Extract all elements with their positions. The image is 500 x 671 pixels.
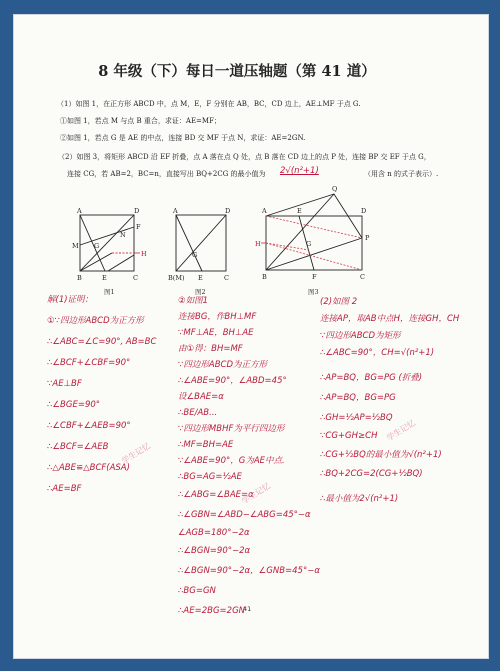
solution-line: ∴BE/AB... bbox=[178, 408, 218, 418]
solution-line: ∴∠BCF+∠CBF=90° bbox=[47, 358, 131, 368]
fig1-label: H bbox=[141, 250, 147, 258]
solution-line: ∴AE=BF bbox=[47, 484, 82, 494]
solution-line: ∵四边形ABCD为正方形 bbox=[178, 360, 268, 370]
fig3-label: A bbox=[262, 207, 267, 215]
solution-line: ∴AP=BQ，BG=PG (折叠) bbox=[320, 373, 423, 383]
solution-line: ∵四边形MBHF为平行四边形 bbox=[178, 424, 285, 434]
fig2-label: E bbox=[198, 274, 203, 282]
solution-line: ∵∠ABE=90°，G为AE中点. bbox=[178, 456, 285, 466]
fig3-label: B bbox=[262, 273, 267, 281]
solution-line: ∴CG+½BQ的最小值为√(n²+1) bbox=[320, 450, 442, 460]
solution-line: 解(1)证明： bbox=[47, 295, 94, 305]
solution-line: ∴∠ABC=∠C=90°, AB=BC bbox=[47, 337, 157, 347]
figure-2 bbox=[168, 205, 238, 287]
solution-line: ∵CG+GH≥CH bbox=[320, 431, 378, 441]
problem-part2-line1: （2）如图 3，将矩形 ABCD 沿 EF 折叠，点 A 落在点 Q 处，点 B 落在 CD 边上的点 P 处，连接 BP 交 EF 于点 G， bbox=[58, 153, 431, 161]
solution-line: ∴AP=BQ，BG=PG bbox=[320, 393, 396, 403]
fig3-label: F bbox=[312, 273, 317, 281]
solution-line: ∠AGB=180°−2α bbox=[178, 528, 250, 538]
fig3-label: E bbox=[297, 207, 302, 215]
fig1-label: C bbox=[133, 274, 138, 282]
solution-line: ∵MF⊥AE，BH⊥AE bbox=[178, 328, 254, 338]
solution-line: ∴AE=2BG=2GN bbox=[178, 606, 246, 616]
figure-3-caption: 图3 bbox=[308, 288, 319, 296]
solution-line: ∴∠CBF+∠AEB=90° bbox=[47, 421, 131, 431]
solution-line: ∵四边形ABCD为矩形 bbox=[320, 331, 401, 341]
fig1-label: A bbox=[77, 207, 82, 215]
figure-3 bbox=[254, 180, 378, 286]
fig3-label: C bbox=[360, 273, 365, 281]
solution-line: ①∵四边形ABCD为正方形 bbox=[47, 316, 144, 326]
solution-line: 连接AP，取AB中点H，连接GH，CH bbox=[320, 314, 460, 324]
figure-1 bbox=[68, 205, 152, 287]
solution-line: 连接BG，作BH⊥MF bbox=[178, 312, 257, 322]
solution-line: ∴∠ABG=∠BAE=α bbox=[178, 490, 254, 500]
fig2-label: D bbox=[225, 207, 231, 215]
solution-line: ∴∠BGE=90° bbox=[47, 400, 101, 410]
solution-line: ∴最小值为2√(n²+1) bbox=[320, 494, 399, 504]
problem-part2-tail: （用含 n 的式子表示）. bbox=[364, 170, 439, 178]
fig2-label: A bbox=[173, 207, 178, 215]
solution-line: 由①得：BH=MF bbox=[178, 344, 243, 354]
watermark-stamp: 学生记忆 bbox=[385, 418, 417, 443]
solution-line: ∵AE⊥BF bbox=[47, 379, 82, 389]
watermark-stamp: 学生记忆 bbox=[120, 441, 152, 466]
solution-line: (2)如图 2 bbox=[320, 297, 358, 307]
solution-line: ∴∠BGN=90°−2α bbox=[178, 546, 251, 556]
solution-line: ∴MF=BH=AE bbox=[178, 440, 234, 450]
fig1-label: B bbox=[77, 274, 82, 282]
solution-line: ∴BQ+2CG=2(CG+½BQ) bbox=[320, 469, 423, 479]
solution-line: ∴∠ABE=90°，∠ABD=45° bbox=[178, 376, 287, 386]
fig3-label: Q bbox=[332, 185, 338, 193]
solution-line: ∴△ABE≌△BCF(ASA) bbox=[47, 463, 130, 473]
watermark-stamp: 学生记忆 bbox=[240, 481, 272, 506]
page-title: 8 年级（下）每日一道压轴题（第 41 道） bbox=[98, 63, 376, 80]
problem-part1-a: ①如图 1，若点 M 与点 B 重合，求证：AE=MF； bbox=[60, 117, 221, 125]
fig2-label: C bbox=[224, 274, 229, 282]
fig2-label: G bbox=[192, 251, 198, 259]
fig1-label: E bbox=[102, 274, 107, 282]
solution-line: 设∠BAE=α bbox=[178, 392, 224, 402]
fig3-label: G bbox=[306, 240, 312, 248]
fig3-label: D bbox=[361, 207, 367, 215]
fig1-label: D bbox=[134, 207, 140, 215]
fig3-label: H bbox=[255, 240, 261, 248]
fig1-label: F bbox=[136, 223, 141, 231]
problem-part2-line2: 连接 CG，若 AB=2，BC=n，直接写出 BQ+2CG 的最小值为 bbox=[67, 170, 266, 178]
solution-line: ∴BG=GN bbox=[178, 586, 216, 596]
fig1-label: N bbox=[120, 231, 126, 239]
figure-1-caption: 图1 bbox=[104, 288, 115, 296]
page-number: 41 bbox=[243, 605, 252, 613]
solution-line: ∴∠BCF=∠AEB bbox=[47, 442, 109, 452]
figure-2-caption: 图2 bbox=[195, 288, 206, 296]
fig1-label: G bbox=[94, 242, 100, 250]
problem-part1-b: ②如图 1，若点 G 是 AE 的中点，连接 BD 交 MF 于点 N，求证：AE=2GN. bbox=[60, 134, 306, 142]
solution-line: ∴∠BGN=90°−2α，∠GNB=45°−α bbox=[178, 566, 320, 576]
fig1-label: M bbox=[72, 242, 79, 250]
fig3-label: P bbox=[365, 234, 370, 242]
solution-line: ∴BG=AG=½AE bbox=[178, 472, 242, 482]
solution-line: ∴GH=½AP=½BQ bbox=[320, 413, 393, 423]
solution-line: ∴∠GBN=∠ABD−∠ABG=45°−α bbox=[178, 510, 311, 520]
problem-part2-answer: 2√(n²+1) bbox=[280, 166, 319, 176]
solution-line: ∴∠ABC=90°，CH=√(n²+1) bbox=[320, 348, 435, 358]
fig2-label: B(M) bbox=[168, 274, 185, 282]
solution-line: ②如图1 bbox=[178, 296, 209, 306]
problem-part1: （1）如图 1，在正方形 ABCD 中，点 M，E，F 分别在 AB，BC，CD 边上，AE⊥MF 于点 G. bbox=[57, 100, 361, 108]
